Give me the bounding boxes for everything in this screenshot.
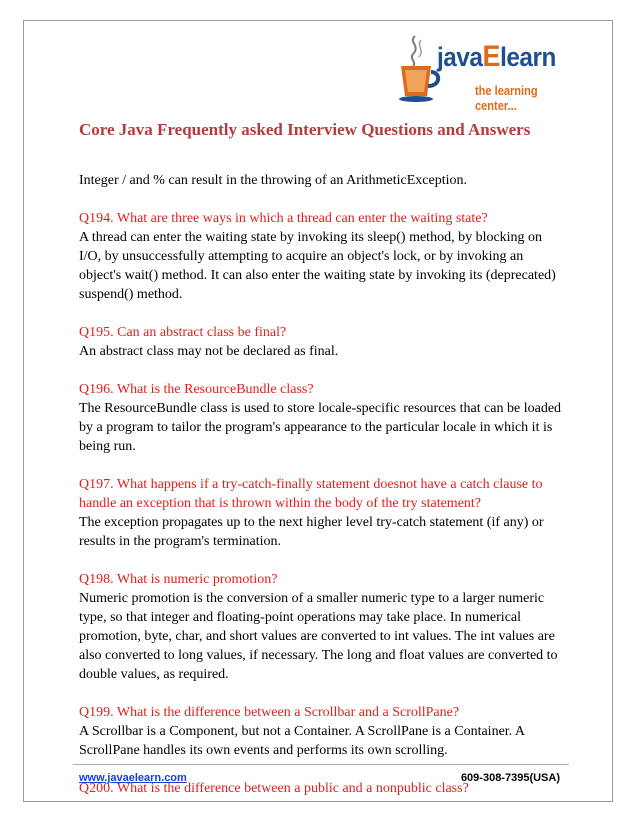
intro-text: Integer / and % can result in the throwing of an ArithmeticException.	[79, 173, 467, 188]
question: Q198. What is numeric promotion?	[79, 572, 278, 587]
qa-content	[79, 171, 567, 798]
logo-tagline: the learning center...	[475, 83, 538, 113]
document-title: Core Java Frequently asked Interview Questions and Answers	[79, 120, 531, 139]
answer: Numeric promotion is the conversion of a smaller numeric type to a larger numeric type, so that integer and floating-point operations may take place. In numerical promotion, byte, char, and short values are converted to int values. The int values are also converted to long values, if necessary. The long and float values are converted to double values, as required.	[79, 591, 558, 682]
logo-wordmark: javaElearn	[437, 40, 556, 73]
qa-item	[79, 703, 567, 760]
qa-item	[79, 209, 567, 304]
qa-item	[79, 475, 567, 551]
question: Q200. What is the difference between a public and a nonpublic class?	[79, 781, 469, 796]
coffee-cup-icon	[393, 32, 441, 104]
question: Q195. Can an abstract class be final?	[79, 325, 287, 340]
answer: An abstract class may not be declared as final.	[79, 344, 339, 359]
question: Q197. What happens if a try-catch-finally statement doesnot have a catch clause to handle an exception that is thrown within the body of the try statement?	[79, 477, 543, 511]
footer-website-link[interactable]: www.javaelearn.com	[79, 772, 187, 784]
qa-item	[79, 380, 567, 456]
answer: The exception propagates up to the next higher level try-catch statement (if any) or results in the program's termination.	[79, 515, 544, 549]
question: Q194. What are three ways in which a thread can enter the waiting state?	[79, 211, 488, 226]
footer-phone: 609-308-7395(USA)	[460, 772, 560, 784]
question: Q196. What is the ResourceBundle class?	[79, 382, 314, 397]
javaelearn-logo	[393, 32, 583, 112]
answer: The ResourceBundle class is used to store locale-specific resources that can be loaded by a program to tailor the program's appearance to the particular locale in which it is being run.	[79, 401, 562, 454]
question: Q199. What is the difference between a Scrollbar and a ScrollPane?	[79, 705, 460, 720]
qa-item	[79, 570, 567, 684]
answer: A thread can enter the waiting state by invoking its sleep() method, by blocking on I/O, by unsuccessfully attempting to acquire an object's lock, or by invoking an object's wait() method. It can also enter the waiting state by invoking its (deprecated) suspend() method.	[79, 230, 556, 302]
answer: A Scrollbar is a Component, but not a Container. A ScrollPane is a Container. A ScrollPane handles its own events and performs its own scrolling.	[79, 724, 525, 758]
footer-divider	[73, 764, 569, 765]
qa-item	[79, 323, 567, 361]
